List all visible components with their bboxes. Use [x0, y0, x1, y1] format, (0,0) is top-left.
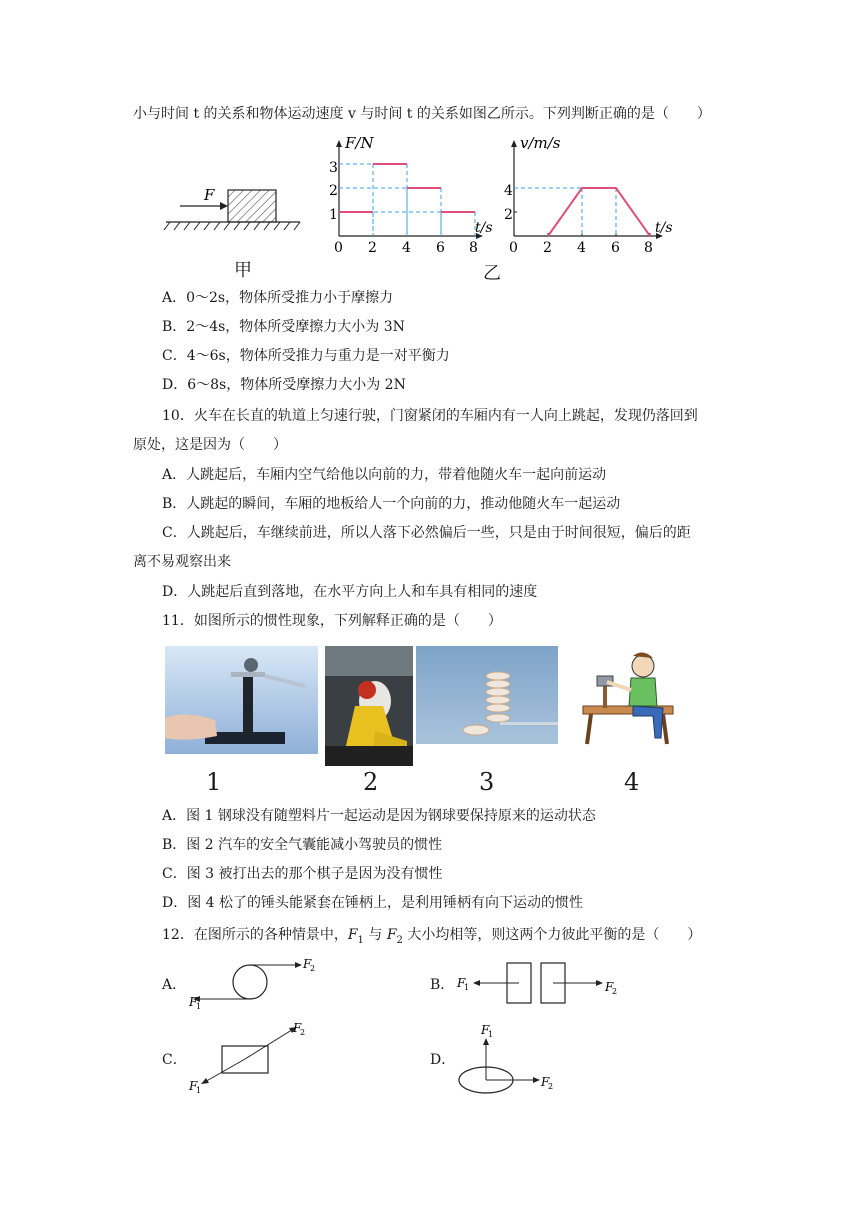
c-f2-sub: 2	[300, 1028, 306, 1037]
q12-diagram-c	[185, 1018, 315, 1098]
d-f1-label: F	[481, 1023, 490, 1037]
figure-jia	[160, 180, 310, 240]
q12-option-d-label: D．	[430, 1052, 456, 1068]
v-xtick-8: 8	[644, 240, 653, 256]
picture-4-hammer	[577, 646, 681, 746]
c-f1-label: F	[189, 1079, 198, 1093]
q10-stem-line-2: 原处，这是因为（ ）	[133, 437, 287, 453]
q12-diagram-b	[455, 955, 625, 1015]
q12-stem	[162, 925, 701, 951]
c-f2-label: F	[293, 1021, 302, 1035]
q12-f1-sub: 1	[357, 934, 364, 946]
v-xtick-0: 0	[509, 240, 518, 256]
q11-option-b: B．图 2 汽车的安全气囊能减小驾驶员的惯性	[162, 837, 443, 853]
q10-option-b: B．人跳起的瞬间，车厢的地板给人一个向前的力，推动他随火车一起运动	[162, 496, 621, 512]
v-xtick-6: 6	[611, 240, 620, 256]
d-f1-sub: 1	[488, 1030, 494, 1039]
v-y-arrow	[511, 140, 517, 147]
q9-option-d: D．6～8s，物体所受摩擦力大小为 2N	[162, 377, 406, 393]
f-xtick-6: 6	[436, 240, 445, 256]
f-ylabel: F/N	[345, 134, 374, 152]
v-xlabel: t/s	[655, 220, 673, 236]
q11-option-c: C．图 3 被打出去的那个棋子是因为没有惯性	[162, 866, 443, 882]
v-xtick-2: 2	[543, 240, 552, 256]
v-line	[548, 188, 650, 236]
a-f1-sub: 1	[196, 1002, 202, 1011]
f-xtick-2: 2	[368, 240, 377, 256]
photo-2-caption: 2	[363, 768, 379, 796]
f-ytick-1: 1	[329, 207, 338, 223]
q12-option-c-label: C．	[162, 1052, 187, 1068]
b-f1-sub: 1	[464, 983, 470, 992]
v-xtick-4: 4	[577, 240, 586, 256]
figure-jia-caption: 甲	[234, 260, 252, 281]
q12-option-a-label: A．	[162, 977, 187, 993]
ground-hatch	[164, 222, 300, 230]
q12-stem-mid: 与	[363, 927, 387, 943]
chart-force-time	[325, 130, 500, 260]
a-f1-label: F	[189, 995, 198, 1009]
q10-option-a: A．人跳起后，车厢内空气给他以向前的力，带着他随火车一起向前运动	[162, 467, 607, 483]
v-ylabel: v/m/s	[520, 134, 561, 152]
q12-stem-pre: 12．在图所示的各种情景中，	[162, 927, 348, 943]
q11-option-d: D．图 4 松了的锤头能紧套在锤柄上，是利用锤柄有向下运动的惯性	[162, 895, 584, 911]
d-f2-sub: 2	[548, 1082, 554, 1091]
q10-option-d: D．人跳起后直到落地，在水平方向上人和车具有相同的速度	[162, 584, 538, 600]
q11-stem: 11．如图所示的惯性现象，下列解释正确的是（ ）	[162, 613, 502, 629]
a-f2-label: F	[303, 957, 312, 971]
figure-yi-caption: 乙	[483, 263, 501, 284]
q9-option-b: B．2～4s，物体所受摩擦力大小为 3N	[162, 319, 405, 335]
f-xlabel: t/s	[475, 220, 493, 236]
q12-option-b-label: B．	[430, 977, 455, 993]
photo-1-caption: 1	[206, 768, 222, 796]
q9-option-a: A．0～2s，物体所受推力小于摩擦力	[162, 290, 394, 306]
q10-stem-line-1: 10．火车在长直的轨道上匀速行驶，门窗紧闭的车厢内有一人向上跳起，发现仍落回到	[162, 408, 698, 424]
f-xtick-8: 8	[469, 240, 478, 256]
chart-velocity-time	[500, 130, 680, 260]
f-xtick-0: 0	[334, 240, 343, 256]
q10-option-c-line-1: C．人跳起后，车继续前进，所以人落下必然偏后一些，只是由于时间很短，偏后的距	[162, 525, 691, 541]
b-f2-sub: 2	[612, 987, 618, 996]
q10-option-c-line-2: 离不易观察出来	[133, 554, 231, 570]
f-xtick-4: 4	[402, 240, 411, 256]
photo-3-caption: 3	[479, 768, 495, 796]
v-ytick-4: 4	[504, 183, 513, 199]
block	[228, 190, 276, 222]
a-f2-sub: 2	[310, 964, 316, 973]
b-f1-label: F	[457, 976, 466, 990]
b-f2-label: F	[605, 980, 614, 994]
q12-diagram-a	[185, 952, 325, 1012]
v-ytick-2: 2	[504, 207, 513, 223]
c-f1-sub: 1	[196, 1086, 202, 1095]
q11-option-a: A．图 1 钢球没有随塑料片一起运动是因为钢球要保持原来的运动状态	[162, 808, 596, 824]
q12-f2: F	[386, 927, 397, 943]
photo-1-steel-ball	[165, 646, 318, 754]
photo-4-caption: 4	[624, 768, 640, 796]
q9-option-c: C．4～6s，物体所受推力与重力是一对平衡力	[162, 348, 450, 364]
f-ytick-2: 2	[329, 183, 338, 199]
f-ytick-3: 3	[329, 160, 338, 176]
q9-stem-tail: 小与时间 t 的关系和物体运动速度 v 与时间 t 的关系如图乙所示。下列判断正确的是（ ）	[133, 106, 711, 122]
q12-stem-post: 大小均相等，则这两个力彼此平衡的是（ ）	[402, 927, 702, 943]
f-y-arrow	[336, 140, 342, 147]
q12-f1: F	[347, 927, 358, 943]
q12-diagram-d	[455, 1020, 565, 1098]
force-label: F	[204, 186, 215, 204]
d-f2-label: F	[541, 1075, 550, 1089]
photo-2-airbag	[325, 646, 413, 766]
photo-3-chess-pieces	[416, 646, 558, 744]
q12-f2-sub: 2	[396, 934, 403, 946]
